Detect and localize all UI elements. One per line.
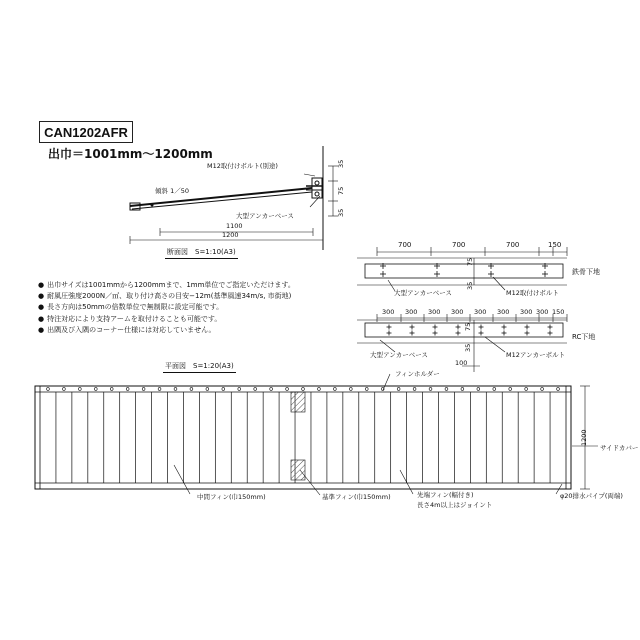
note-item: ● 長さ方向は50mmの倍数単位で無制限に設定可能です。 <box>38 302 295 313</box>
steel-dim: 700 <box>506 241 520 249</box>
fin-holder-bolt <box>110 388 113 391</box>
section-caption: 断面図 S=1:10(A3) <box>165 247 238 259</box>
fin-holder-bolt <box>461 388 464 391</box>
fin-holder-bolt <box>206 388 209 391</box>
note-item: ● 特注対応により支持アームを取付けることも可能です。 <box>38 314 295 325</box>
bolt-label: M12取付けボルト(別途) <box>207 162 278 170</box>
side-cover-label: サイドカバー <box>600 444 639 452</box>
slope-label: 傾斜 1／50 <box>155 187 189 195</box>
rc-dim: 300 <box>474 308 487 316</box>
fin-holder-bolt <box>477 388 480 391</box>
fin-holder-bolt <box>333 388 336 391</box>
fin-holder-label: フィンホルダー <box>395 370 440 378</box>
rc-dim-75: 75 <box>464 322 472 331</box>
rc-bolt-label: M12アンカーボルト <box>506 351 566 359</box>
fin-holder-bolt <box>397 388 400 391</box>
note-item: ● 耐風圧強度2000N／㎡、取り付け高さの目安−12m(基準風速34m/s, 市街地) <box>38 291 295 302</box>
base-fin-hatch-top <box>291 392 305 412</box>
fin-holder-bolt <box>238 388 241 391</box>
joint-note: 長さ4m以上はジョイント <box>417 501 493 509</box>
steel-dim-75: 75 <box>466 257 474 266</box>
steel-base-plate <box>365 264 563 278</box>
fin-holder-bolt <box>78 388 81 391</box>
steel-bolt-label: M12取付けボルト <box>506 289 559 297</box>
fin-holder-bolt <box>349 388 352 391</box>
width-range: 出巾＝1001mm～1200mm <box>48 147 213 161</box>
rc-dim-35: 35 <box>464 343 472 352</box>
drain-pipe-label: φ20排水パイプ(両端) <box>560 492 623 500</box>
fin-holder-bolt <box>286 388 289 391</box>
rc-dim: 300 <box>536 308 549 316</box>
steel-dim: 150 <box>548 241 562 249</box>
fin-holder-bolt <box>254 388 257 391</box>
plan-caption: 平面図 S=1:20(A3) <box>163 361 236 373</box>
notes-list <box>38 280 295 336</box>
base-fin-label: 基準フィン(巾150mm) <box>322 493 391 501</box>
fin-holder-bolt <box>158 388 161 391</box>
dim-1200: 1200 <box>222 231 239 239</box>
note-item: ● 出隅及び入隅のコーナー仕様には対応していません。 <box>38 325 295 336</box>
plan-view <box>35 374 598 495</box>
steel-title: 鉄骨下地 <box>572 268 600 276</box>
fin-holder-bolt <box>270 388 273 391</box>
fin-holder-bolt <box>493 388 496 391</box>
fin-holder-bolt <box>525 388 528 391</box>
model-number: CAN1202AFR <box>39 121 133 143</box>
fin-holder-bolt <box>190 388 193 391</box>
fin-holder-bolt <box>365 388 368 391</box>
fin-holder-bolt <box>222 388 225 391</box>
fin-holder-bolt <box>429 388 432 391</box>
rc-title: RC下地 <box>572 333 596 341</box>
steel-dim: 700 <box>452 241 466 249</box>
fin-holder-bolt <box>318 388 321 391</box>
fin-holder-bolt <box>174 388 177 391</box>
dim-35-bottom: 35 <box>337 208 345 217</box>
fin-holder-bolt <box>47 388 50 391</box>
steel-detail <box>357 247 567 291</box>
plan-dim-1200: 1200 <box>580 429 588 446</box>
rc-base-label: 大型アンカーベース <box>370 351 428 359</box>
fin-holder-bolt <box>557 388 560 391</box>
dim-1100: 1100 <box>226 222 243 230</box>
rc-dim: 300 <box>497 308 510 316</box>
rc-dim: 300 <box>520 308 533 316</box>
rc-dim: 300 <box>382 308 395 316</box>
rc-dim: 150 <box>552 308 565 316</box>
rc-dim-100: 100 <box>455 359 468 367</box>
mid-fin-label: 中間フィン(巾150mm) <box>197 493 266 501</box>
dim-75: 75 <box>337 186 345 195</box>
steel-dim-35: 35 <box>466 281 474 290</box>
fin-holder-bolt <box>541 388 544 391</box>
steel-dim: 700 <box>398 241 412 249</box>
note-item: ● 出巾サイズは1001mmから1200mmまで、1mm単位でご指定いただけます。 <box>38 280 295 291</box>
fin-holder-bolt <box>94 388 97 391</box>
fin-holder-bolt <box>445 388 448 391</box>
rc-dim: 300 <box>428 308 441 316</box>
fin-holder-bolt <box>126 388 129 391</box>
fin-holder-bolt <box>413 388 416 391</box>
fin-holder-bolt <box>509 388 512 391</box>
fin-holder-bolt <box>142 388 145 391</box>
base-fin-hatch-bottom <box>291 460 305 480</box>
rc-dim: 300 <box>405 308 418 316</box>
fin-holder-bolt <box>63 388 66 391</box>
steel-base-label: 大型アンカーベース <box>394 289 452 297</box>
dim-35-top: 35 <box>337 159 345 168</box>
base-label: 大型アンカーベース <box>236 212 294 220</box>
end-fin-label: 先端フィン(幅付き) <box>417 491 474 499</box>
fin-holder-bolt <box>302 388 305 391</box>
rc-dim: 300 <box>451 308 464 316</box>
